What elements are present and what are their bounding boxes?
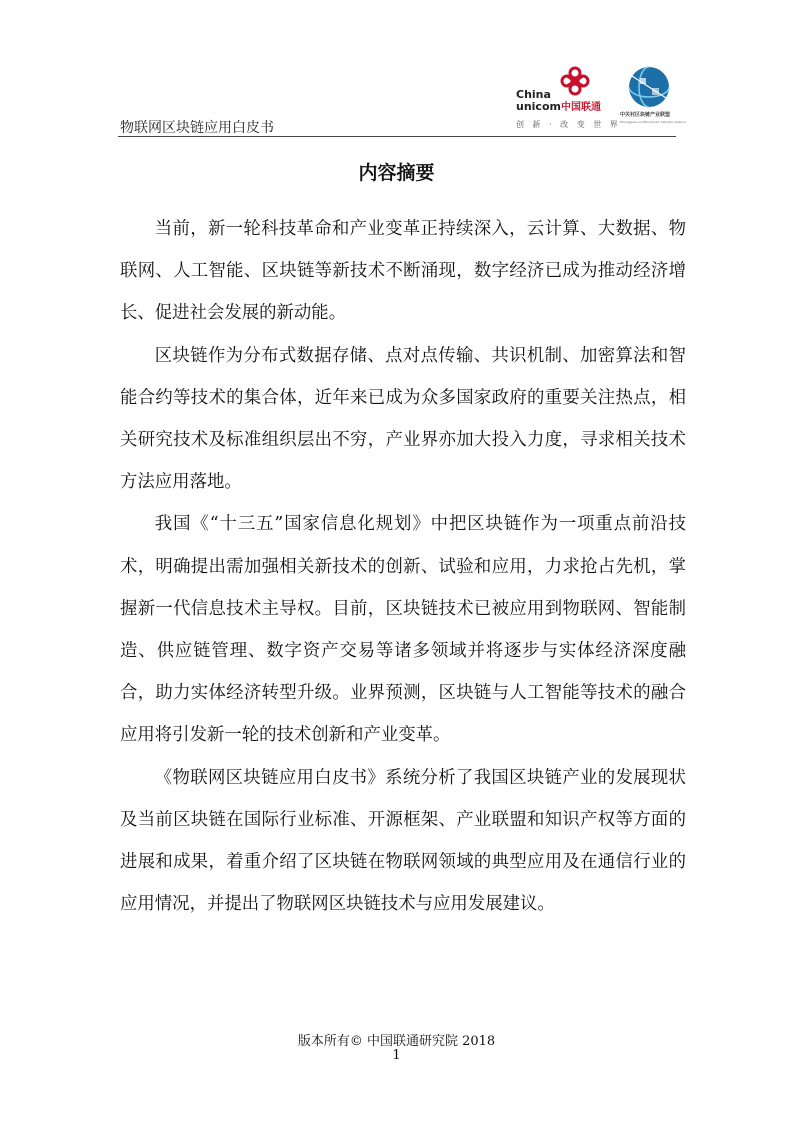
paragraph: 当前，新一轮科技革命和产业变革正持续深入，云计算、大数据、物联网、人工智能、区块链等新技术不断涌现，数字经济已成为推动经济增长、促进社会发展的新动能。 — [120, 219, 686, 324]
brand-name-en-line1: China — [516, 88, 551, 101]
brand-name-cn: 中国联通 — [560, 102, 601, 113]
paragraph: 《物联网区块链应用白皮书》系统分析了我国区块链产业的发展现状及当前区块链在国际行业标准、开源框架、产业联盟和知识产权等方面的进展和成果，着重介绍了区块链在物联网领域的典型应用及在通信行业的应用情况，并提出了物联网区块链技术与应用发展建议。 — [120, 767, 686, 915]
header-title: 物联网区块链应用白皮书 — [120, 120, 274, 136]
alliance-globe-icon — [620, 64, 678, 110]
page-title: 内容摘要 — [358, 162, 435, 184]
alliance-name: 中关村区块链产业联盟 — [620, 112, 671, 118]
page-number: 1 — [392, 1048, 401, 1063]
brand-name-line2 — [516, 101, 601, 113]
paragraph: 我国《“十三五”国家信息化规划》中把区块链作为一项重点前沿技术，明确提出需加强相关新技术的创新、试验和应用，力求抢占先机，掌握新一代信息技术主导权。目前，区块链技术已被应用到物联网、智能制造、供应链管理、数字资产交易等诸多领域并将逐步与实体经济深度融合，助力实体经济转型升级。业界预测，区块链与人工智能等技术的融合应用将引发新一轮的技术创新和产业变革。 — [120, 514, 686, 746]
alliance-name-en: Zhongguancun Blockchain Industry Alliance — [620, 120, 686, 124]
footer-copyright: 版本所有© 中国联通研究院 2018 — [297, 1034, 496, 1049]
brand-name-en-line2: unicom — [516, 100, 561, 113]
header-rule — [118, 136, 676, 137]
abstract-body — [120, 208, 686, 925]
paragraph: 区块链作为分布式数据存储、点对点传输、共识机制、加密算法和智能合约等技术的集合体，近年来已成为众多国家政府的重要关注热点，相关研究技术及标准组织层出不穷，产业界亦加大投入力度，寻求相关技术方法应用落地。 — [120, 345, 686, 493]
brand-slogan: 创 新 · 改 变 世 界 — [516, 120, 621, 129]
